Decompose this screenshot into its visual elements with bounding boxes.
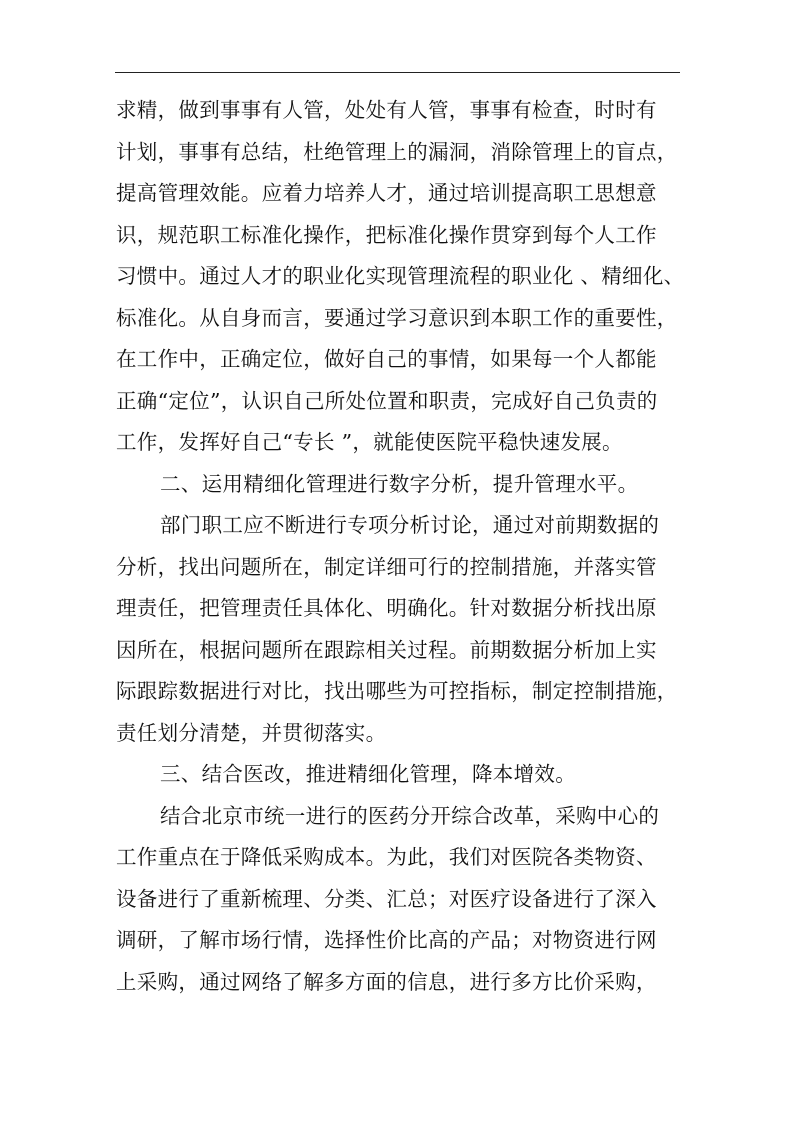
text-line: 际跟踪数据进行对比，找出哪些为可控指标，制定控制措施， [116, 679, 678, 703]
text-line: 分析，找出问题所在，制定详细可行的控制措施，并落实管 [116, 554, 657, 579]
document-body [116, 90, 685, 1003]
text-line: 因所在，根据问题所在跟踪相关过程。前期数据分析加上实 [116, 637, 657, 662]
text-line: 理责任，把管理责任具体化、明确化。针对数据分析找出原 [116, 596, 657, 620]
text-line: 标准化。从自身而言，要通过学习意识到本职工作的重要性， [116, 305, 678, 330]
text-line: 责任划分清楚，并贯彻落实。 [116, 720, 387, 745]
text-line: 结合北京市统一进行的医药分开综合改革，采购中心的 [160, 803, 660, 828]
text-line: 在工作中，正确定位，做好自己的事情，如果每一个人都能 [116, 347, 657, 371]
text-line: 习惯中。通过人才的职业化实现管理流程的职业化 、精细化、 [116, 264, 685, 288]
section-heading: 二、运用精细化管理进行数字分析，提升管理水平。 [160, 471, 639, 496]
text-line: 提高管理效能。应着力培养人才，通过培训提高职工思想意 [116, 181, 657, 205]
text-line: 正确“定位”，认识自己所处位置和职责，完成好自己负责的 [116, 388, 658, 413]
text-line: 工作重点在于降低采购成本。为此，我们对医院各类物资、 [116, 845, 657, 869]
text-line: 工作，发挥好自己“专长 ”，就能使医院平稳快速发展。 [116, 430, 623, 454]
text-line: 求精，做到事事有人管，处处有人管，事事有检查，时时有 [116, 98, 657, 122]
section-heading: 三、结合医改，推进精细化管理，降本增效。 [160, 762, 576, 786]
text-line: 识，规范职工标准化操作，把标准化操作贯穿到每个人工作 [116, 222, 657, 247]
text-line: 部门职工应不断进行专项分析讨论，通过对前期数据的 [160, 513, 660, 537]
text-line: 设备进行了重新梳理、分类、汇总；对医疗设备进行了深入 [116, 886, 657, 911]
header-rule [115, 72, 680, 73]
text-line: 上采购，通过网络了解多方面的信息，进行多方比价采购， [116, 969, 657, 994]
text-line: 调研，了解市场行情，选择性价比高的产品；对物资进行网 [116, 928, 657, 952]
text-line: 计划，事事有总结，杜绝管理上的漏洞，消除管理上的盲点， [116, 139, 678, 164]
